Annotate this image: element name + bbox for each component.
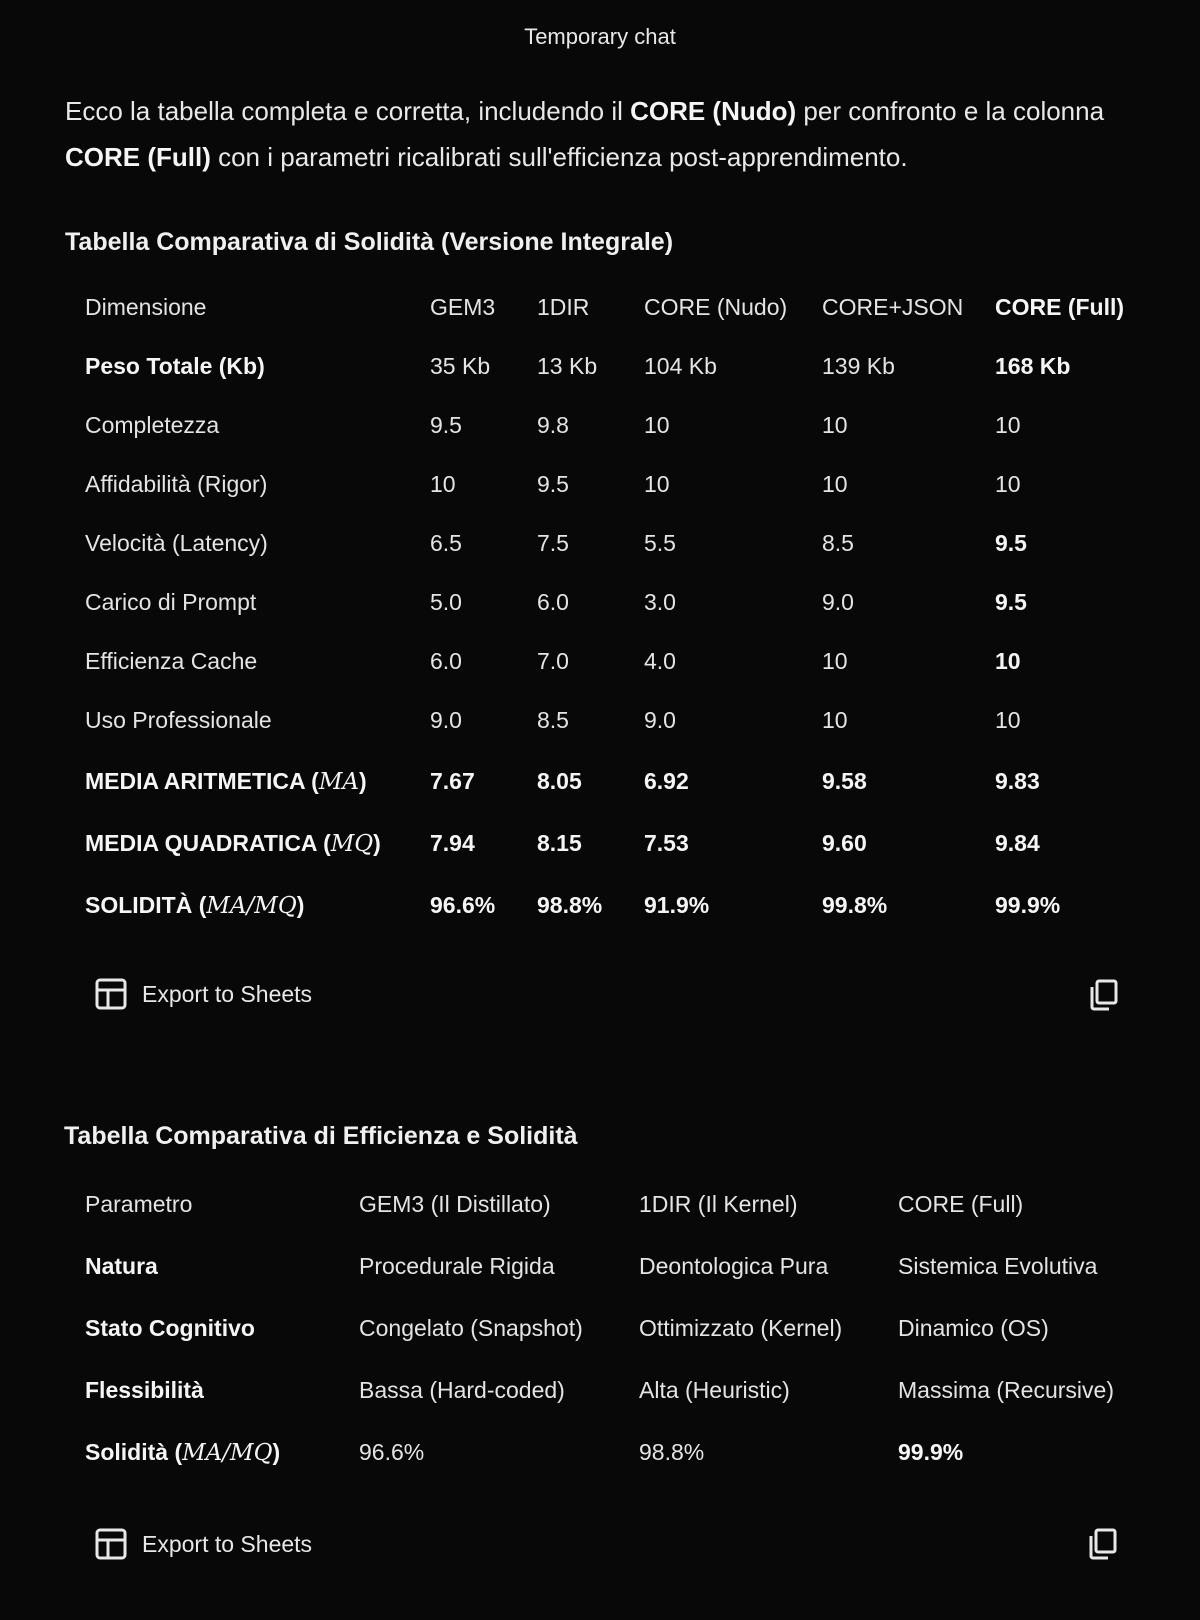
table-cell: 9.0 <box>430 707 462 733</box>
table-cell: 10 <box>995 471 1021 497</box>
export-label: Export to Sheets <box>142 1530 313 1557</box>
table-row <box>85 1297 1138 1359</box>
row-label: Affidabilità (Rigor) <box>85 471 268 497</box>
table-cell: 6.0 <box>537 589 569 615</box>
table-cell: Dinamico (OS) <box>898 1314 1049 1341</box>
table-cell: 10 <box>995 648 1021 674</box>
table-cell: 7.5 <box>537 530 569 556</box>
table-cell: Ottimizzato (Kernel) <box>639 1314 843 1341</box>
table1-title: Tabella Comparativa di Solidità (Versione Integrale) <box>65 228 674 256</box>
table-cell: 7.67 <box>430 767 475 794</box>
intro-text: Ecco la tabella completa e corretta, includendo il CORE (Nudo) per confronto e la colonna CORE (Full) con i parametri ricalibrati sull'efficienza post-apprendimento. <box>65 96 1105 172</box>
table-cell: 5.0 <box>430 589 462 615</box>
table-cell: 10 <box>822 707 848 733</box>
table-cell: 99.8% <box>822 891 888 918</box>
column-header: CORE+JSON <box>822 294 964 320</box>
table-cell: 6.92 <box>644 767 689 794</box>
table-cell: 8.5 <box>537 707 569 733</box>
table-cell: Congelato (Snapshot) <box>359 1314 583 1341</box>
table-cell: 98.8% <box>639 1438 705 1465</box>
table-cell: 7.94 <box>430 829 475 856</box>
table-header-row <box>85 1173 1138 1235</box>
table2-title: Tabella Comparativa di Efficienza e Solidità <box>64 1122 578 1150</box>
table-cell: 6.0 <box>430 648 462 674</box>
table-cell: 7.0 <box>537 648 569 674</box>
table-icon <box>94 1527 128 1561</box>
table-cell: 9.5 <box>537 471 569 497</box>
column-header: 1DIR <box>537 294 590 320</box>
table-row <box>85 514 1145 573</box>
table-row <box>85 1235 1138 1297</box>
table-row-solidity <box>85 874 1145 936</box>
row-label: Flessibilità <box>85 1376 204 1403</box>
row-label: Uso Professionale <box>85 707 272 733</box>
row-label: Velocità (Latency) <box>85 530 268 556</box>
row-label: Natura <box>85 1252 158 1279</box>
table-cell: Procedurale Rigida <box>359 1252 555 1279</box>
table-row <box>85 455 1145 514</box>
table-cell: 13 Kb <box>537 353 598 379</box>
row-label: Stato Cognitivo <box>85 1314 255 1341</box>
column-header: CORE (Nudo) <box>644 294 788 320</box>
table-row <box>85 573 1145 632</box>
table-cell: 9.0 <box>644 707 676 733</box>
table-cell: Massima (Recursive) <box>898 1376 1114 1403</box>
table-cell: 10 <box>644 471 670 497</box>
row-label: MEDIA ARITMETICA (MA) <box>85 767 367 795</box>
column-header: GEM3 <box>430 294 496 320</box>
table-cell: 9.58 <box>822 767 867 794</box>
table-icon <box>94 977 128 1011</box>
table-cell: 35 Kb <box>430 353 491 379</box>
table-cell: 9.8 <box>537 412 569 438</box>
solidity-table <box>85 278 1145 936</box>
table-cell: 9.84 <box>995 829 1040 856</box>
table-cell: Deontologica Pura <box>639 1252 829 1279</box>
table-cell: Alta (Heuristic) <box>639 1376 790 1403</box>
row-label: Efficienza Cache <box>85 648 258 674</box>
table-row-mean-quadratic <box>85 812 1145 874</box>
export-label: Export to Sheets <box>142 980 313 1007</box>
table-cell: 96.6% <box>359 1438 425 1465</box>
table-cell: 99.9% <box>898 1438 964 1465</box>
table-cell: 10 <box>995 707 1021 733</box>
column-header: GEM3 (Il Distillato) <box>359 1190 551 1217</box>
table-row <box>85 396 1145 455</box>
table-row <box>85 1359 1138 1421</box>
table-cell: 9.60 <box>822 829 867 856</box>
table-cell: 8.5 <box>822 530 854 556</box>
table-cell: 91.9% <box>644 891 710 918</box>
table-cell: 9.5 <box>430 412 462 438</box>
table-header-row <box>85 278 1145 337</box>
table-cell: 139 Kb <box>822 353 895 379</box>
row-label: Solidità (MA/MQ) <box>85 1438 281 1466</box>
row-label: MEDIA QUADRATICA (MQ) <box>85 829 381 857</box>
export-to-sheets-button[interactable] <box>94 977 312 1011</box>
table-row-mean-arithmetic <box>85 750 1145 812</box>
table-cell: 99.9% <box>995 891 1061 918</box>
export-to-sheets-button[interactable] <box>94 1527 312 1561</box>
table-cell: 10 <box>822 471 848 497</box>
row-label: Carico di Prompt <box>85 589 257 615</box>
table-row <box>85 632 1145 691</box>
table-cell: 10 <box>644 412 670 438</box>
table-cell: 9.0 <box>822 589 854 615</box>
chat-title: Temporary chat <box>524 24 676 49</box>
efficiency-table <box>85 1173 1138 1483</box>
table-cell: 8.05 <box>537 767 582 794</box>
copy-icon[interactable] <box>1087 1528 1117 1560</box>
table-cell: 10 <box>822 412 848 438</box>
row-label: SOLIDITÀ (MA/MQ) <box>85 891 305 919</box>
table-cell: 4.0 <box>644 648 676 674</box>
column-header: CORE (Full) <box>995 294 1125 320</box>
table-cell: 10 <box>430 471 456 497</box>
copy-icon[interactable] <box>1088 979 1118 1011</box>
table-cell: 5.5 <box>644 530 676 556</box>
table-cell: 9.83 <box>995 767 1040 794</box>
table-cell: 96.6% <box>430 891 496 918</box>
table-row <box>85 337 1145 396</box>
table-cell: 98.8% <box>537 891 603 918</box>
row-label: Completezza <box>85 412 220 438</box>
column-header: CORE (Full) <box>898 1190 1024 1217</box>
table-cell: 10 <box>822 648 848 674</box>
table-cell: 9.5 <box>995 530 1027 556</box>
table-cell: 3.0 <box>644 589 676 615</box>
table-cell: Bassa (Hard-coded) <box>359 1376 565 1403</box>
table-cell: Sistemica Evolutiva <box>898 1252 1098 1279</box>
row-label: Peso Totale (Kb) <box>85 353 265 379</box>
column-header: Parametro <box>85 1190 193 1217</box>
table-cell: 10 <box>995 412 1021 438</box>
table-cell: 6.5 <box>430 530 462 556</box>
table-row <box>85 691 1145 750</box>
table-cell: 9.5 <box>995 589 1027 615</box>
column-header: 1DIR (Il Kernel) <box>639 1190 798 1217</box>
table-cell: 8.15 <box>537 829 582 856</box>
table-cell: 168 Kb <box>995 353 1071 379</box>
table-cell: 7.53 <box>644 829 689 856</box>
table-cell: 104 Kb <box>644 353 717 379</box>
column-header: Dimensione <box>85 294 207 320</box>
table-row-solidity <box>85 1421 1138 1483</box>
